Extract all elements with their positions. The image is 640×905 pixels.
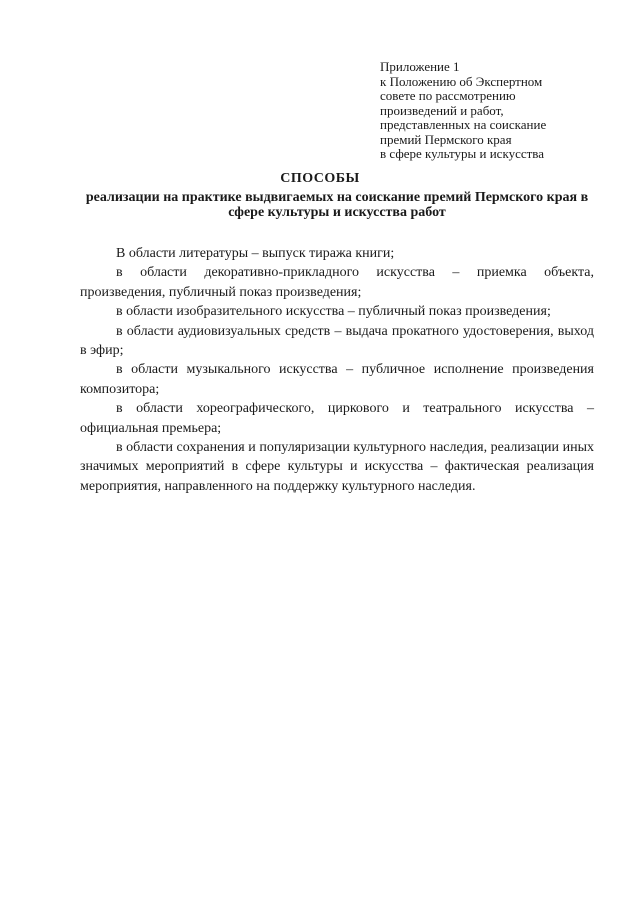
document-subtitle: реализации на практике выдвигаемых на соискание премий Пермского края в сфере культуры и искусства работ xyxy=(85,190,589,220)
appendix-line: к Положению об Экспертном xyxy=(380,73,543,89)
paragraph-literature: В области литературы – выпуск тиража книги; xyxy=(116,246,395,261)
appendix-note xyxy=(380,60,600,162)
appendix-line: совете по рассмотрению xyxy=(380,88,516,103)
appendix-line: Приложение 1 xyxy=(380,59,460,74)
paragraph-decorative-arts: в области декоративно-прикладного искусства – приемка объекта, произведения, публичный показ произведения; xyxy=(80,265,594,300)
paragraph-music: в области музыкального искусства – публичное исполнение произведения композитора; xyxy=(80,362,594,397)
document-body xyxy=(80,244,594,496)
paragraph-fine-arts: в области изобразительного искусства – публичный показ произведения; xyxy=(116,304,551,320)
document-title: СПОСОБЫ xyxy=(280,171,360,186)
paragraph-choreography-circus-theatre: в области хореографического, циркового и театрального искусства – официальная премьера; xyxy=(80,401,594,436)
paragraph-audiovisual: в области аудиовизуальных средств – выдача прокатного удостоверения, выход в эфир; xyxy=(80,323,594,359)
paragraph-cultural-heritage: в области сохранения и популяризации культурного наследия, реализации иных значимых мероприятий в сфере культуры и искусства – фактическая реализация мероприятия, направленного на поддержку культурного наследия. xyxy=(80,440,594,494)
appendix-line: представленных на соискание xyxy=(380,117,547,132)
appendix-line: произведений и работ, xyxy=(380,102,504,118)
appendix-line: премий Пермского края xyxy=(380,131,512,147)
appendix-line: в сфере культуры и искусства xyxy=(380,146,545,161)
